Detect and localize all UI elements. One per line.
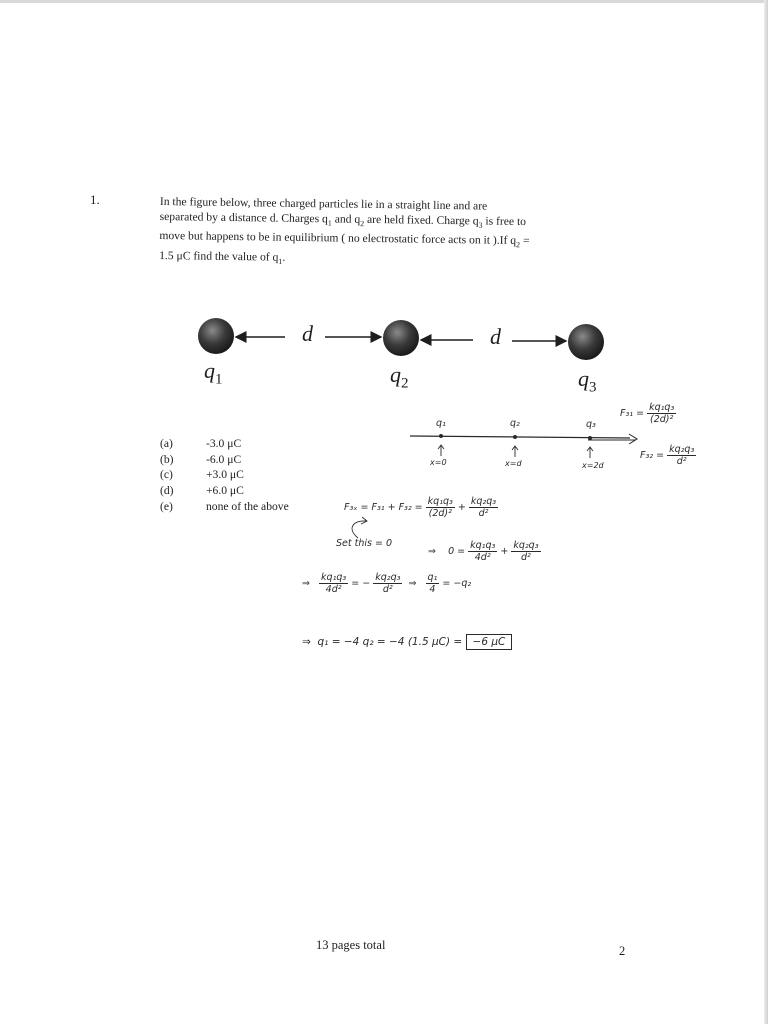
charge-label-q3: $q_3$ [578,366,597,396]
page-count-footer: 13 pages total [316,938,386,952]
question-line-2: separated by a distance d. Charges $q_1$ and $q_2$ are held fixed. Charge $q_3$ is free to [159,209,527,230]
charge-q3-sphere [568,324,604,360]
question-line-1: In the figure below, three charged particles lie in a straight line and are [159,194,488,213]
net-force-equation: F₃ₓ = F₃₁ + F₃₂ = $\frac{\text{kq₁q₃}}{\text{(2d)²}}$ + $\frac{\text{kq₂q₃}}{\text{d²}}$ [344,496,497,519]
charge-figure [190,310,630,400]
equilibrium-equation: ⇒ 0 = $\frac{\text{kq₁q₃}}{\text{4d²}}$ + $\frac{\text{kq₂q₃}}{\text{d²}}$ [428,540,539,563]
distance-label-1: d [302,321,313,346]
charge-label-q2: $q_2$ [390,362,409,392]
force-f31: F₃₁ = $\frac{\text{kq₁q₃}}{\text{(2d)²}}$ [620,402,675,425]
axis-pos-0: x=0 [430,458,447,467]
choice-a[interactable]: (a) -3.0 μC [160,437,242,450]
handwritten-axis [300,400,740,670]
charge-q2-sphere [383,320,419,356]
distance-label-2: d [490,324,501,349]
page-number: 2 [619,944,626,958]
axis-label-q3: q₃ [586,419,596,430]
question-line-3: move but happens to be in equilibrium ( no electrostatic force acts on it ).If $q_2$ = [159,229,530,250]
answer-choices [160,436,289,514]
choice-e[interactable]: (e) none of the above [160,499,289,513]
force-f32: F₃₂ = $\frac{\text{kq₂q₃}}{\text{d²}}$ [640,444,695,467]
charge-diagram [190,310,630,400]
choice-d[interactable]: (d) +6.0 μC [160,484,244,498]
choice-c[interactable]: (c) +3.0 μC [160,468,244,482]
axis-label-q1: q₁ [436,418,446,429]
axis-label-q2: q₂ [510,418,520,429]
charge-q1-sphere [198,318,234,354]
scan-edge-right [764,0,768,1024]
charge-label-q1: $q_1$ [204,358,223,388]
boxed-answer: −6 μC [466,634,513,650]
scan-edge-top [0,0,768,3]
final-answer-line: ⇒ q₁ = −4 q₂ = −4 (1.5 μC) = −6 μC [302,636,512,648]
question-line-4: 1.5 μC find the value of $q_1$. [159,248,286,266]
choice-b[interactable]: (b) -6.0 μC [160,452,242,466]
simplified-equation: ⇒ $\frac{\text{kq₁q₃}}{\text{4d²}}$ = − $\frac{\text{kq₂q₃}}{\text{d²}}$ ⇒ $\frac{\text{q₁}}{4}$ = −q₂ [302,572,472,595]
set-zero-note: Set this = 0 [336,538,392,549]
axis-pos-2d: x=2d [582,461,604,470]
handwritten-solution [300,400,740,670]
question-number: 1. [90,192,100,207]
question-text [159,194,630,273]
axis-pos-d: x=d [505,459,522,468]
